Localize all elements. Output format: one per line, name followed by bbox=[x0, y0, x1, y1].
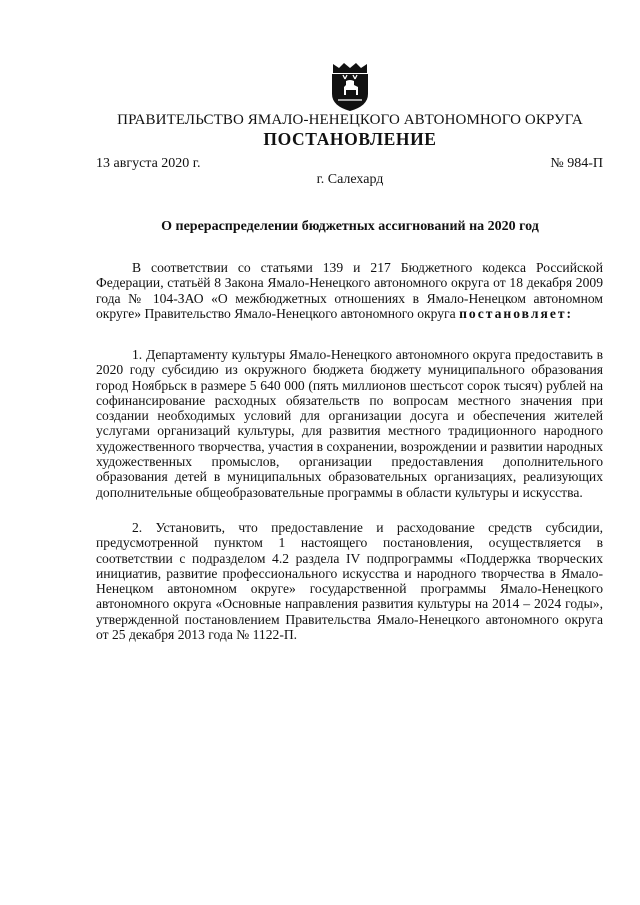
item-2-text: 2. Установить, что предоставление и расходование средств субсидии, предусмотренной пунктом 1 настоящего постановления, осуществляется в соответствии с подразделом 4.2 раздела IV подпрограммы «Поддержка творческих инициатив, развитие профессионального искусства и народного творчества в Ямало-Ненецком автономном округе» государственной программы Ямало-Ненецкого автономного округа «Основные направления развития культуры на 2014 – 2024 годы», утвержденной постановлением Правительства Ямало-Ненецкого автономного округа от 25 декабря 2013 года № 1122-П. bbox=[96, 520, 603, 643]
document-date: 13 августа 2020 г. bbox=[96, 156, 201, 171]
item-2-paragraph bbox=[96, 520, 603, 642]
document-number: № 984-П bbox=[550, 156, 603, 171]
document-type: ПОСТАНОВЛЕНИЕ bbox=[263, 129, 437, 149]
coat-of-arms-icon bbox=[327, 62, 373, 112]
item-1-paragraph bbox=[96, 347, 603, 500]
document-title: О перераспределении бюджетных ассигнований на 2020 год bbox=[161, 219, 539, 234]
intro-verb: постановляет: bbox=[459, 305, 574, 321]
government-name: ПРАВИТЕЛЬСТВО ЯМАЛО-НЕНЕЦКОГО АВТОНОМНОГО ОКРУГА bbox=[117, 112, 583, 128]
document-city: г. Салехард bbox=[316, 172, 384, 187]
item-1-text: 1. Департаменту культуры Ямало-Ненецкого автономного округа предоставить в 2020 году субсидию из окружного бюджета бюджету муниципального образования город Ноябрьск в размере 5 640 000 (пять миллионов шестьсот сорок тысяч) рублей на софинансирование расходных обязательств по вопросам местного значения при создании необходимых условий для организации досуга и обеспечения жителей услугами организаций культуры, для развития местного традиционного народного художественного творчества, участия в сохранении, возрождении и развитии народных художественных промыслов, организации предоставления дополнительного образования детей в муниципальных образовательных организациях, реализующих дополнительные общеобразовательные программы в области культуры и искусства. bbox=[96, 347, 603, 500]
intro-paragraph bbox=[96, 260, 603, 321]
intro-text: В соответствии со статьями 139 и 217 Бюджетного кодекса Российской Федерации, статьёй 8 Закона Ямало-Ненецкого автономного округа от 18 декабря 2009 года № 104-ЗАО «О межбюджетных отношениях в Ямало-Ненецком автономном округе» Правительство Ямало-Ненецкого автономного округа bbox=[96, 260, 603, 321]
